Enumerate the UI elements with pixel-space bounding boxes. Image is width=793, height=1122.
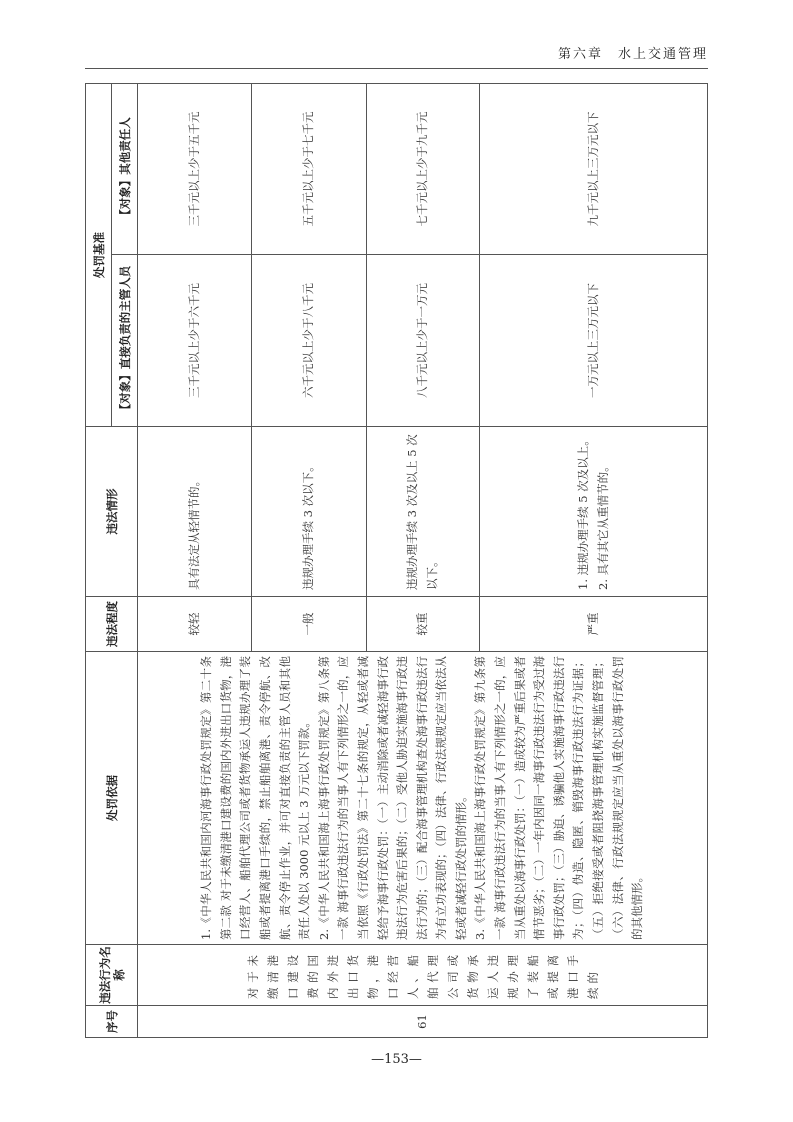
basis-item: 3.《中华人民共和国海上海事行政处罚规定》第九条第一款 海事行政违法行为的当事人有下列情形之一的，应当从重处以海事行政处罚：（一）造成较为严重后果或者情节恶劣；（二）一年内因同一海事行政违法行为受过海事行政处罚；（三）胁迫、诱骗他人实施海事行政违法行为；（四）伪造、隐匿、销毁海事行政违法行为证据；（五）拒绝接受或者阻挠海事管理机构实施监督管理；（六）法律、行政法规规定应当从重处以海事行政处罚的其他情形。 (473, 656, 645, 940)
other-penalty-cell: 三千元以上少于五千元 (138, 84, 252, 255)
situation-cell (480, 427, 708, 597)
situation-item: 2. 具有其它从重情节的。 (595, 460, 610, 590)
basis-item: 1.《中华人民共和国内河海事行政处罚规定》第二十条第二款 对于未缴清港口建设费的国内外进出口货物，港口经营人、船舶代理公司或者货物承运人违规办理了装船或者提离港口手续的，禁止船舶离港、责令停航、改航、责令停止作业，并可对直接负责的主管人员和其他责任人处以 3000 元以上 3 万元以下罚款。 (199, 656, 312, 940)
situation-item: 违规办理手续 3 次以下。 (301, 460, 316, 590)
degree-cell: 较重 (367, 597, 480, 652)
header-standard: 处罚基准 (86, 84, 112, 427)
page-number: —153— (371, 1052, 422, 1067)
penalty-basis-cell (138, 652, 708, 945)
header-target-direct: 【对象】直接负责的主管人员 (112, 255, 138, 427)
basis-item: 2.《中华人民共和国海上海事行政处罚规定》第八条第一款 海事行政违法行为的当事人有下列情形之一的，应当依照《行政处罚法》第二十七条的规定，从轻或者减轻给予海事行政处罚：（一）主动消除或者减轻海事行政违法行为危害后果的；（二）受他人胁迫实施海事行政违法行为的；（三）配合海事管理机构查处海事行政违法行为有立功表现的；（四）法律、行政法规规定应当依法从轻或者减轻行政处罚的情形。 (316, 656, 468, 940)
situation-cell (367, 427, 480, 597)
other-penalty-cell: 九千元以上三万元以下 (480, 84, 708, 255)
direct-penalty-cell: 三千元以上少于六千元 (138, 255, 252, 427)
rotated-table-container (85, 84, 708, 1038)
other-penalty-cell: 五千元以上少于七千元 (252, 84, 367, 255)
header-rule (85, 68, 708, 69)
header-situation: 违法情形 (86, 427, 138, 597)
direct-penalty-cell: 六千元以上少于八千元 (252, 255, 367, 427)
header-target-other: 【对象】其他责任人 (112, 84, 138, 255)
situation-cell (252, 427, 367, 597)
direct-penalty-cell: 八千元以上少于一万元 (367, 255, 480, 427)
situation-item: 1. 违规办理手续 5 次及以上。 (575, 434, 590, 590)
header-basis: 处罚依据 (86, 652, 138, 945)
degree-cell: 严重 (480, 597, 708, 652)
running-head: 第六章 水上交通管理 (557, 47, 708, 62)
table-row (138, 84, 252, 1038)
degree-cell: 较轻 (138, 597, 252, 652)
header-seq: 序号 (86, 1006, 138, 1038)
situation-item: 违规办理手续 3 次及以上 5 次以下。 (405, 434, 439, 590)
direct-penalty-cell: 一万元以上三万元以下 (480, 255, 708, 427)
violation-name-cell: 对于未缴清港口建设费的国内外进出口货物，港口经营人、船舶代理公司或货物承运人违规办理了装船或提离港口手续的 (138, 945, 708, 1006)
situation-item: 具有法定从轻情节的。 (186, 475, 201, 590)
penalty-standard-table (85, 83, 708, 1038)
seq-cell: 61 (138, 1006, 708, 1038)
header-degree: 违法程度 (86, 597, 138, 652)
header-name: 违法行为名称 (86, 945, 138, 1006)
situation-cell (138, 427, 252, 597)
degree-cell: 一般 (252, 597, 367, 652)
other-penalty-cell: 七千元以上少于九千元 (367, 84, 480, 255)
